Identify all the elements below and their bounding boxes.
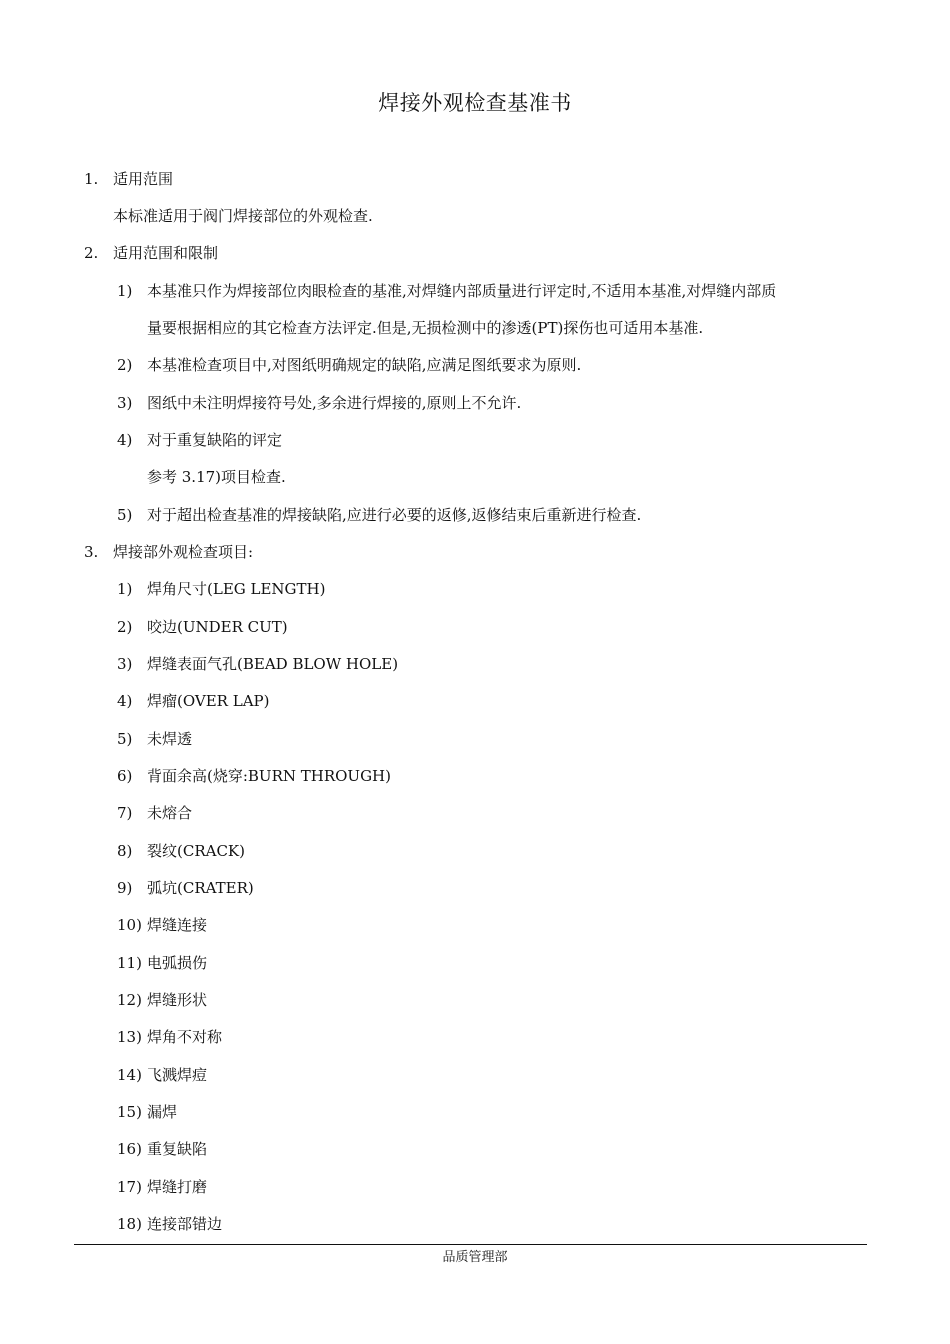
item-number: 16) xyxy=(117,1140,142,1158)
item-number: 10) xyxy=(117,916,142,934)
section-number: 2. xyxy=(84,244,99,262)
item-text: 对于重复缺陷的评定 xyxy=(147,431,283,449)
item-number: 4) xyxy=(117,692,133,710)
item-number: 18) xyxy=(117,1215,142,1233)
item-text: 对于超出检查基准的焊接缺陷,应进行必要的返修,返修结束后重新进行检查. xyxy=(147,506,642,524)
item-number: 9) xyxy=(117,879,133,897)
item-text: 连接部错边 xyxy=(147,1215,223,1233)
item-text: 焊角不对称 xyxy=(147,1028,223,1046)
item-text: 焊瘤(OVER LAP) xyxy=(147,692,270,710)
item-number: 15) xyxy=(117,1103,142,1121)
item-text: 焊缝形状 xyxy=(147,991,208,1009)
item-text: 焊角尺寸(LEG LENGTH) xyxy=(147,580,326,598)
section-heading: 适用范围和限制 xyxy=(113,244,219,262)
item-number: 12) xyxy=(117,991,142,1009)
item-text: 量要根据相应的其它检查方法评定.但是,无损检测中的渗透(PT)探伤也可适用本基准. xyxy=(147,319,704,337)
item-text: 参考 3.17)项目检查. xyxy=(147,468,286,486)
item-number: 1) xyxy=(117,580,133,598)
item-number: 5) xyxy=(117,506,133,524)
item-text: 未焊透 xyxy=(147,730,193,748)
paragraph: 本标准适用于阀门焊接部位的外观检查. xyxy=(113,207,373,225)
item-text: 焊缝打磨 xyxy=(147,1178,208,1196)
item-number: 2) xyxy=(117,618,133,636)
section-heading: 适用范围 xyxy=(113,170,174,188)
item-text: 重复缺陷 xyxy=(147,1140,208,1158)
item-text: 弧坑(CRATER) xyxy=(147,879,254,897)
item-text: 咬边(UNDER CUT) xyxy=(147,618,288,636)
item-text: 飞溅焊痘 xyxy=(147,1066,208,1084)
item-text: 电弧损伤 xyxy=(147,954,208,972)
section-number: 3. xyxy=(84,543,99,561)
item-number: 17) xyxy=(117,1178,142,1196)
page-title: 焊接外观检查基准书 xyxy=(378,91,572,115)
item-number: 13) xyxy=(117,1028,142,1046)
item-text: 图纸中未注明焊接符号处,多余进行焊接的,原则上不允许. xyxy=(147,394,522,412)
item-number: 14) xyxy=(117,1066,142,1084)
item-text: 未熔合 xyxy=(147,804,193,822)
item-text: 本基准检查项目中,对图纸明确规定的缺陷,应满足图纸要求为原则. xyxy=(147,356,582,374)
item-number: 7) xyxy=(117,804,133,822)
item-number: 4) xyxy=(117,431,133,449)
section-heading: 焊接部外观检查项目: xyxy=(113,543,254,561)
item-number: 11) xyxy=(117,954,142,972)
item-text: 焊缝表面气孔(BEAD BLOW HOLE) xyxy=(147,655,399,673)
item-text: 漏焊 xyxy=(147,1103,178,1121)
item-text: 背面余高(烧穿:BURN THROUGH) xyxy=(147,767,391,785)
item-number: 3) xyxy=(117,394,133,412)
item-text: 裂纹(CRACK) xyxy=(147,842,245,860)
footer-divider xyxy=(74,1244,867,1245)
section-number: 1. xyxy=(84,170,99,188)
item-text: 焊缝连接 xyxy=(147,916,208,934)
item-number: 1) xyxy=(117,282,133,300)
item-number: 5) xyxy=(117,730,133,748)
footer-department: 品质管理部 xyxy=(442,1250,508,1265)
item-text: 本基准只作为焊接部位肉眼检查的基准,对焊缝内部质量进行评定时,不适用本基准,对焊缝内部质 xyxy=(147,282,777,300)
item-number: 3) xyxy=(117,655,133,673)
item-number: 6) xyxy=(117,767,133,785)
item-number: 2) xyxy=(117,356,133,374)
item-number: 8) xyxy=(117,842,133,860)
